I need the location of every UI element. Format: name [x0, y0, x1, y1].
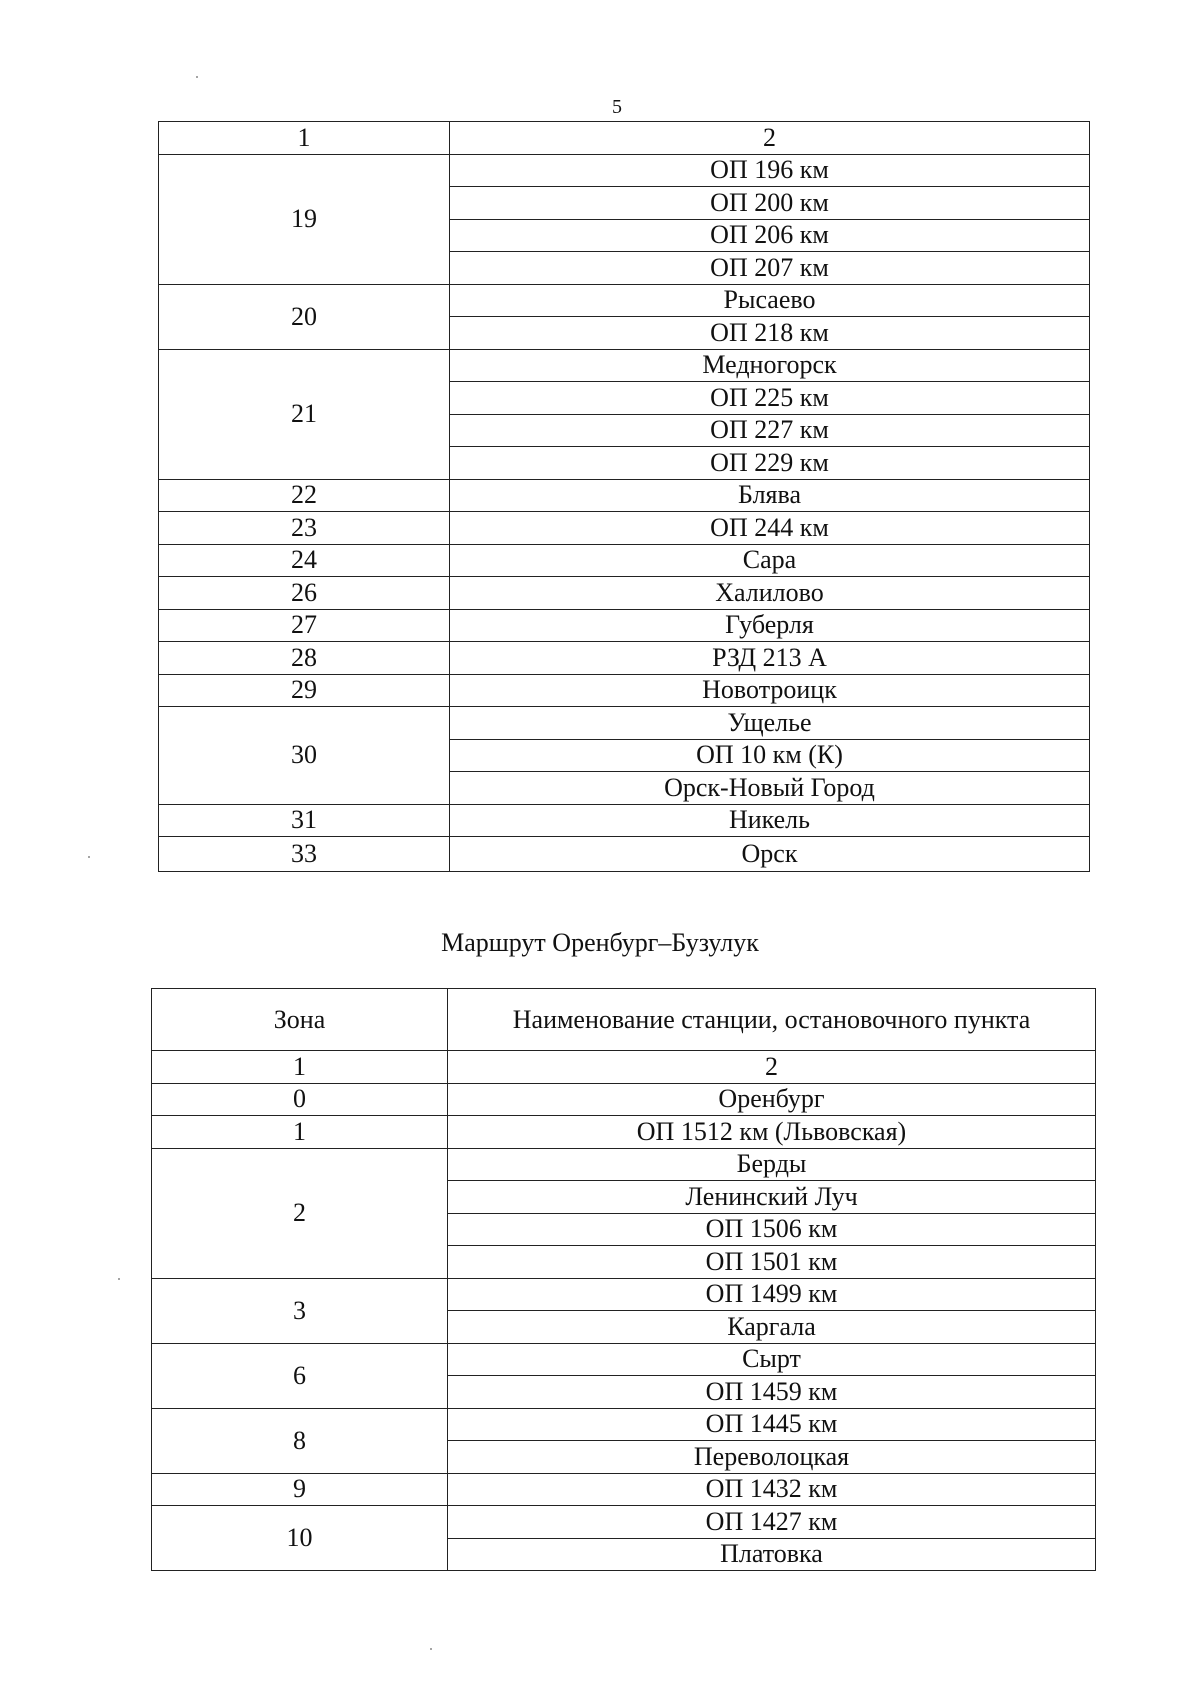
column-number: 2: [448, 1051, 1096, 1084]
table-row: [159, 674, 1090, 707]
zones-table-continued: [158, 121, 1090, 872]
station-cell: Переволоцкая: [448, 1441, 1096, 1474]
station-cell: Новотроицк: [450, 674, 1090, 707]
table-row: [152, 1506, 1096, 1539]
table-row: [159, 154, 1090, 187]
scan-speck: [430, 1648, 432, 1650]
station-cell: Каргала: [448, 1311, 1096, 1344]
zone-cell: 33: [159, 837, 450, 872]
zone-cell: 26: [159, 577, 450, 610]
route-title: Маршрут Оренбург–Бузулук: [441, 928, 759, 957]
table-row: [159, 642, 1090, 675]
station-cell: ОП 244 км: [450, 512, 1090, 545]
station-cell: РЗД 213 А: [450, 642, 1090, 675]
zone-cell: 23: [159, 512, 450, 545]
table-row: [152, 1116, 1096, 1149]
station-cell: ОП 1432 км: [448, 1473, 1096, 1506]
zone-cell: 0: [152, 1083, 448, 1116]
station-cell: ОП 225 км: [450, 382, 1090, 415]
table-row: [159, 609, 1090, 642]
station-cell: ОП 196 км: [450, 154, 1090, 187]
table-row: [152, 1473, 1096, 1506]
zones-table-orenburg-buzuluk: [151, 988, 1096, 1571]
zone-cell: 1: [152, 1116, 448, 1149]
scan-speck: [118, 1278, 120, 1280]
zone-cell: 3: [152, 1278, 448, 1343]
zone-cell: 29: [159, 674, 450, 707]
station-cell: Орск-Новый Город: [450, 772, 1090, 805]
station-cell: Ущелье: [450, 707, 1090, 740]
scan-speck: [88, 856, 90, 858]
table-row: [159, 544, 1090, 577]
station-cell: Блява: [450, 479, 1090, 512]
station-cell: Оренбург: [448, 1083, 1096, 1116]
table-row: [152, 1408, 1096, 1441]
zone-cell: 6: [152, 1343, 448, 1408]
scan-speck: [196, 76, 198, 78]
zone-cell: 31: [159, 804, 450, 837]
table-row: [159, 837, 1090, 872]
station-cell: Орск: [450, 837, 1090, 872]
station-cell: ОП 10 км (К): [450, 739, 1090, 772]
column-number: 2: [450, 122, 1090, 155]
station-cell: ОП 218 км: [450, 317, 1090, 350]
zone-cell: 21: [159, 349, 450, 479]
station-cell: ОП 1499 км: [448, 1278, 1096, 1311]
station-cell: ОП 207 км: [450, 252, 1090, 285]
table-row: [152, 1083, 1096, 1116]
station-cell: ОП 1427 км: [448, 1506, 1096, 1539]
station-cell: Сара: [450, 544, 1090, 577]
column-number: 1: [152, 1051, 448, 1084]
table-row: [159, 284, 1090, 317]
table-row: [152, 1148, 1096, 1181]
station-cell: Никель: [450, 804, 1090, 837]
zone-cell: 2: [152, 1148, 448, 1278]
station-cell: ОП 206 км: [450, 219, 1090, 252]
table-row: [159, 479, 1090, 512]
table-row: [152, 1343, 1096, 1376]
station-cell: ОП 1445 км: [448, 1408, 1096, 1441]
station-cell: ОП 200 км: [450, 187, 1090, 220]
column-number-row: [159, 122, 1090, 155]
zone-cell: 24: [159, 544, 450, 577]
station-cell: ОП 227 км: [450, 414, 1090, 447]
table-row: [159, 804, 1090, 837]
station-column-header: Наименование станции, остановочного пункта: [448, 989, 1096, 1051]
station-cell: ОП 1459 км: [448, 1376, 1096, 1409]
zone-cell: 27: [159, 609, 450, 642]
column-number: 1: [159, 122, 450, 155]
table-row: [159, 349, 1090, 382]
zone-cell: 8: [152, 1408, 448, 1473]
zone-column-header: Зона: [152, 989, 448, 1051]
station-cell: ОП 1501 км: [448, 1246, 1096, 1279]
zone-cell: 19: [159, 154, 450, 284]
column-header-row: [152, 989, 1096, 1051]
zone-cell: 20: [159, 284, 450, 349]
column-number-row: [152, 1051, 1096, 1084]
zone-cell: 28: [159, 642, 450, 675]
station-cell: Ленинский Луч: [448, 1181, 1096, 1214]
zone-cell: 10: [152, 1506, 448, 1571]
table-row: [159, 512, 1090, 545]
station-cell: Рысаево: [450, 284, 1090, 317]
zone-cell: 9: [152, 1473, 448, 1506]
zone-cell: 30: [159, 707, 450, 805]
table-row: [159, 577, 1090, 610]
table-row: [152, 1278, 1096, 1311]
station-cell: ОП 1506 км: [448, 1213, 1096, 1246]
station-cell: Платовка: [448, 1538, 1096, 1571]
station-cell: ОП 1512 км (Львовская): [448, 1116, 1096, 1149]
station-cell: Медногорск: [450, 349, 1090, 382]
station-cell: Берды: [448, 1148, 1096, 1181]
station-cell: ОП 229 км: [450, 447, 1090, 480]
station-cell: Сырт: [448, 1343, 1096, 1376]
station-cell: Халилово: [450, 577, 1090, 610]
page-number: 5: [612, 96, 622, 118]
zone-cell: 22: [159, 479, 450, 512]
table-row: [159, 707, 1090, 740]
station-cell: Губерля: [450, 609, 1090, 642]
